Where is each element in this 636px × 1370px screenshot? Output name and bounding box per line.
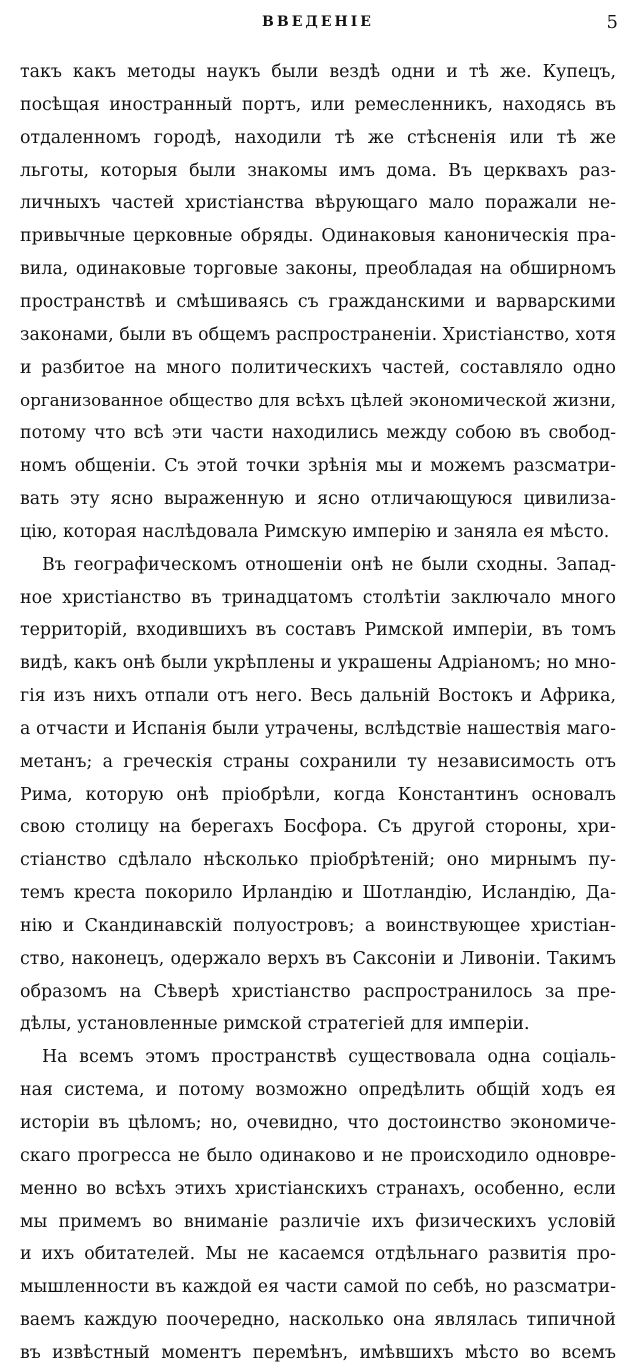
text-line: посѣщая иностранный портъ, или ремесленникъ, находясь въ — [20, 94, 616, 115]
body-text — [20, 56, 616, 1370]
text-line: вила, одинаковые торговые законы, преобладая на обширномъ — [20, 259, 616, 280]
text-line: гія изъ нихъ отпали отъ него. Весь дальній Востокъ и Африка, — [20, 686, 616, 707]
text-line: дѣлы, установленные римской стратегіей для имперіи. — [20, 1014, 530, 1035]
text-line: законами, были въ общемъ распространеніи. Христіанство, хотя — [20, 324, 616, 345]
text-line: менно во всѣхъ этихъ христіанскихъ странахъ, особенно, если — [20, 1178, 616, 1199]
text-line: На всемъ этомъ пространствѣ существовала одна соціаль- — [42, 1047, 616, 1068]
text-line: пространствѣ и смѣшиваясь съ гражданскими и варварскими — [20, 291, 616, 312]
text-line: личныхъ частей христіанства вѣрующаго мало поражали не- — [20, 193, 616, 214]
text-line: скаго прогресса не было одинаково и не происходило одновре- — [20, 1145, 616, 1166]
text-line: отдаленномъ городѣ, находили тѣ же стѣсненія или тѣ же — [20, 127, 616, 148]
text-line: стіанство сдѣлало нѣсколько пріобрѣтеній; оно мирнымъ пу- — [20, 850, 616, 871]
text-line: ное христіанство въ тринадцатомъ столѣтіи заключало много — [20, 587, 616, 608]
chapter-title: ВВЕДЕНІЕ — [262, 14, 374, 30]
text-line: и ихъ обитателей. Мы не касаемся отдѣльнаго развитія про- — [20, 1244, 616, 1265]
running-head — [18, 14, 618, 38]
text-line: ство, наконецъ, одержало верхъ въ Саксоніи и Ливоніи. Такимъ — [20, 948, 616, 969]
text-line: метанъ; а греческія страны сохранили ту независимость отъ — [20, 751, 616, 772]
text-line: такъ какъ методы наукъ были вездѣ одни и тѣ же. Купецъ, — [20, 62, 616, 82]
text-line: номъ общеніи. Съ этой точки зрѣнія мы и можемъ разсматри- — [20, 456, 616, 477]
text-line: Рима, которую онѣ пріобрѣли, когда Константинъ основалъ — [20, 784, 616, 805]
text-line: привычные церковные обряды. Одинаковыя каноническія пра- — [20, 226, 616, 247]
text-line: ваемъ каждую поочередно, насколько она являлась типичной — [20, 1310, 616, 1331]
text-line: территорій, входившихъ въ составъ Римской имперіи, въ томъ — [20, 620, 616, 641]
text-line: потому что всѣ эти части находились между собою въ свобод- — [20, 423, 616, 444]
text-line: исторіи въ цѣломъ; но, очевидно, что достоинство экономиче- — [20, 1113, 616, 1133]
text-line: нію и Скандинавскій полуостровъ; а воинствующее христіан- — [20, 915, 616, 936]
page-number: 5 — [606, 12, 618, 33]
text-line: мышленности въ каждой ея части самой по себѣ, но разсматри- — [20, 1277, 616, 1298]
text-line: въ извѣстный моментъ перемѣнъ, имѣвшихъ мѣсто во всемъ — [20, 1342, 616, 1363]
text-line: и разбитое на много политическихъ частей, составляло одно — [20, 357, 616, 378]
text-line: а отчасти и Испанія были утрачены, вслѣдствіе нашествія маго- — [20, 718, 616, 739]
text-line: организованное общество для всѣхъ цѣлей экономической жизни, — [20, 390, 616, 411]
text-line: видѣ, какъ онѣ были укрѣплены и украшены Адріаномъ; но мно- — [20, 653, 616, 674]
text-line: льготы, которыя были знакомы имъ дома. Въ церквахъ раз- — [20, 160, 616, 181]
text-line: вать эту ясно выраженную и ясно отличающуюся цивилиза- — [20, 488, 616, 509]
text-line: свою столицу на берегахъ Босфора. Съ другой стороны, хри- — [20, 817, 616, 838]
text-line: Въ географическомъ отношеніи онѣ не были сходны. Запад- — [42, 554, 616, 575]
text-line: мы примемъ во вниманіе различіе ихъ физическихъ условій — [20, 1211, 616, 1232]
text-line: ная система, и потому возможно опредѣлить общій ходъ ея — [20, 1080, 616, 1101]
text-line: образомъ на Сѣверѣ христіанство распространилось за пре- — [20, 981, 616, 1002]
text-line: темъ креста покорило Ирландію и Шотландію, Исландію, Да- — [20, 883, 616, 904]
text-line: цію, которая наслѣдовала Римскую имперію и заняла ея мѣсто. — [20, 521, 610, 542]
